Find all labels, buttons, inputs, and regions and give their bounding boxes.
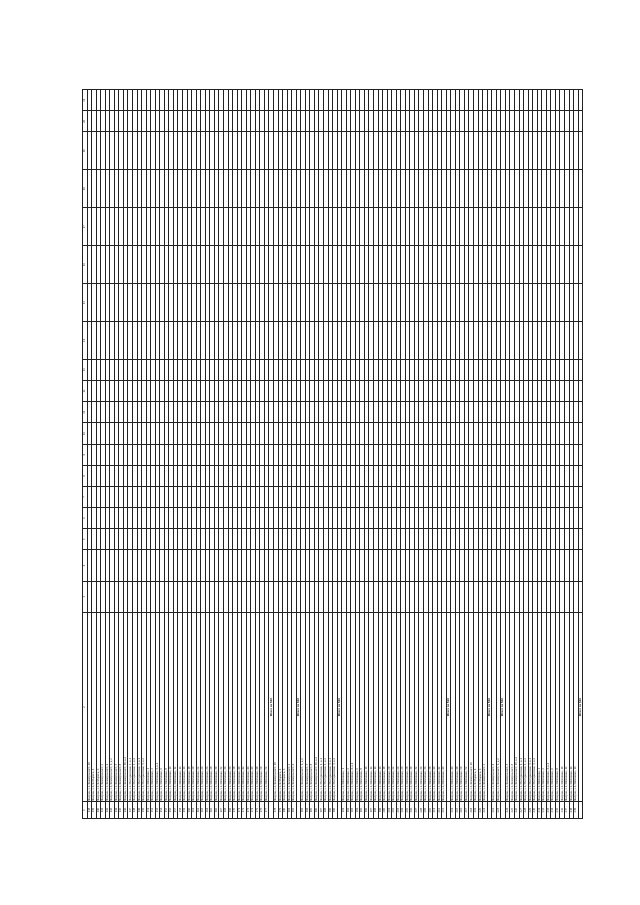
table-cell: 176 bbox=[260, 802, 265, 819]
table-cell bbox=[578, 486, 583, 507]
column-number: 20 bbox=[83, 111, 88, 132]
table-cell: Якорна, з.1, Шевченко, 42 bbox=[242, 612, 247, 801]
table-cell: 201 bbox=[387, 802, 392, 819]
column-number: 19 bbox=[83, 132, 88, 170]
table-cell bbox=[578, 111, 583, 132]
table-cell bbox=[578, 465, 583, 486]
table-cell: Якорна, з.1, Шевченко, 28 bbox=[405, 612, 410, 801]
table-cell: 234 bbox=[551, 802, 556, 819]
table-cell bbox=[578, 359, 583, 380]
column-number: 1 bbox=[83, 802, 88, 819]
table-cell: 147 bbox=[128, 802, 133, 819]
table-cell: 166 bbox=[214, 802, 219, 819]
column-number: 5 bbox=[83, 529, 88, 550]
table-cell: 213 bbox=[442, 802, 447, 819]
table-cell: 183 bbox=[301, 802, 306, 819]
table-cell: Якорна, з.1, Шевченко, 16 bbox=[574, 612, 579, 801]
table-cell: Якорна, з.1, Мичуринская, 1, к.1 bbox=[319, 612, 324, 801]
table-cell: 216 bbox=[460, 802, 465, 819]
table-cell: Якорна, з.1, К.Маркса, 6 bbox=[96, 612, 101, 801]
table-cell: 188 bbox=[323, 802, 328, 819]
table-cell: 218 bbox=[469, 802, 474, 819]
table-cell: Якорна, з.1, Мичуринская, 1, к.1 bbox=[128, 612, 133, 801]
table-cell bbox=[578, 208, 583, 246]
table-cell: Якорна, з.1, Шевченко, 40 bbox=[237, 612, 242, 801]
table-cell: 155 bbox=[164, 802, 169, 819]
table-cell: 204 bbox=[401, 802, 406, 819]
table-cell: Якорна, з.1, Шевченко, 14 bbox=[374, 612, 379, 801]
table-cell: 235 bbox=[555, 802, 560, 819]
table-cell: 229 bbox=[528, 802, 533, 819]
table-cell bbox=[578, 246, 583, 284]
table-cell: 191 bbox=[342, 802, 347, 819]
table-cell: Якорна, з.1, Шевченко, 34 bbox=[223, 612, 228, 801]
table-cell: Якорна, з.1, Шевченко, 46 bbox=[451, 612, 456, 801]
table-cell: Якорна, з.1, Шевченко, 32 bbox=[414, 612, 419, 801]
table-cell: Якорна, з.1, Коммуналист, 19 bbox=[469, 612, 474, 801]
table-cell: Якорна, з.1, Коммуналист, 8 bbox=[119, 612, 124, 801]
register-table bbox=[82, 89, 583, 819]
table-cell: Якорна, з.1, Коммуналист, 3 bbox=[505, 612, 510, 801]
table-cell: Якорна, з.1, Шевченко, 8 bbox=[164, 612, 169, 801]
table-cell: Якорна, з.1, Мичуринская, 1, к.1 bbox=[519, 612, 524, 801]
table-cell: 200 bbox=[383, 802, 388, 819]
table-cell: 184 bbox=[305, 802, 310, 819]
table-cell: 138 bbox=[87, 802, 92, 819]
table-cell: 193 bbox=[351, 802, 356, 819]
table-cell: 159 bbox=[183, 802, 188, 819]
table-cell: Якорна, з.1, Шевченко, 30 bbox=[214, 612, 219, 801]
table-cell: Итого по МО bbox=[446, 612, 451, 801]
table-cell: 150 bbox=[142, 802, 147, 819]
table-cell: 142 bbox=[105, 802, 110, 819]
table-cell: Якорна, з.1, Коммуналист, 19 bbox=[87, 612, 92, 801]
table-cell: 208 bbox=[419, 802, 424, 819]
table-cell: Якорна, з.1, Шевченко, 46 bbox=[251, 612, 256, 801]
column-number: 16 bbox=[83, 246, 88, 284]
table-cell: Якорна, з.1, Шевченко, 2 bbox=[151, 612, 156, 801]
table-cell: Якорна, з.1, Шевченко, 44 bbox=[246, 612, 251, 801]
column-number: 18 bbox=[83, 170, 88, 208]
table-cell: 170 bbox=[233, 802, 238, 819]
table-cell: 197 bbox=[369, 802, 374, 819]
table-cell: 168 bbox=[223, 802, 228, 819]
table-cell: Якорна, з.1, Шевченко, 14 bbox=[569, 612, 574, 801]
table-cell: 181 bbox=[287, 802, 292, 819]
table-cell: 226 bbox=[514, 802, 519, 819]
table-cell: 185 bbox=[310, 802, 315, 819]
table-cell: 144 bbox=[114, 802, 119, 819]
table-body bbox=[87, 90, 583, 819]
table-cell bbox=[578, 321, 583, 359]
column-number: 10 bbox=[83, 423, 88, 444]
table-cell: 206 bbox=[410, 802, 415, 819]
column-number: 6 bbox=[83, 508, 88, 529]
table-cell: 195 bbox=[360, 802, 365, 819]
table-cell: 172 bbox=[242, 802, 247, 819]
table-cell: 153 bbox=[155, 802, 160, 819]
table-cell: Якорна, з.1, Шевченко, 18 bbox=[383, 612, 388, 801]
table-cell: Якорна, з.1, Шевченко, 38 bbox=[428, 612, 433, 801]
table-cell: 175 bbox=[255, 802, 260, 819]
table-cell bbox=[578, 508, 583, 529]
table-cell: 154 bbox=[160, 802, 165, 819]
table-cell: Якорна, з.1, Шевченко, 1 bbox=[537, 612, 542, 801]
table-cell bbox=[578, 802, 583, 819]
table-cell: Якорна, з.1, Шевченко, 6 bbox=[355, 612, 360, 801]
table-cell: 223 bbox=[496, 802, 501, 819]
table-cell: Якорна, з.1, Шевченко, 4, к.1 bbox=[546, 612, 551, 801]
table-cell: 145 bbox=[119, 802, 124, 819]
table-cell: Якорна, з.1, Шевченко, 1 bbox=[146, 612, 151, 801]
table-cell: Якорна, з.1, Шевченко, 44 bbox=[442, 612, 447, 801]
table-cell: Якорна, з.1, Шевченко, 50 bbox=[260, 612, 265, 801]
column-number: 17 bbox=[83, 208, 88, 246]
table-cell: 163 bbox=[201, 802, 206, 819]
table-cell: Якорна, з.1, Шевченко, 2 bbox=[542, 612, 547, 801]
table-cell: 149 bbox=[137, 802, 142, 819]
table-cell bbox=[578, 402, 583, 423]
subtotal-row bbox=[578, 90, 583, 819]
table-cell: Якорна, з.1, Шевченко, 12 bbox=[173, 612, 178, 801]
rotated-table-wrapper bbox=[82, 89, 582, 819]
table-cell: Якорна, з.1, Шевченко, 24 bbox=[201, 612, 206, 801]
table-cell: 179 bbox=[278, 802, 283, 819]
table-cell: Якорна, з.1, Шевченко, 16 bbox=[378, 612, 383, 801]
table-cell: 186 bbox=[314, 802, 319, 819]
column-number: 4 bbox=[83, 550, 88, 581]
table-cell: 205 bbox=[405, 802, 410, 819]
table-cell: 162 bbox=[196, 802, 201, 819]
table-cell: Якорна, з.1, Шевченко, 8 bbox=[555, 612, 560, 801]
table-cell: Якорна, з.1, Коммуналист, 8 bbox=[310, 612, 315, 801]
column-number: 12 bbox=[83, 381, 88, 402]
table-cell: Якорна, з.1, Шевченко, 52 bbox=[264, 612, 269, 801]
table-cell: 180 bbox=[283, 802, 288, 819]
table-cell: Якорна, з.1, Мичуринская, 1, к.2 bbox=[133, 612, 138, 801]
table-cell: 221 bbox=[483, 802, 488, 819]
table-cell: Якорна, з.1, Шевченко, 20 bbox=[192, 612, 197, 801]
table-cell: 225 bbox=[510, 802, 515, 819]
table-cell: Якорна, з.1, Коммуналист, 4 bbox=[292, 612, 297, 801]
table-cell: Якорна, з.1, Коммуналист, 10, к.2 bbox=[123, 612, 128, 801]
table-cell bbox=[578, 90, 583, 111]
table-cell: 143 bbox=[110, 802, 115, 819]
table-cell: Якорна, з.1, Шевченко, 34 bbox=[419, 612, 424, 801]
table-cell: Якорна, з.1, Мичуринская, 3, к.2 bbox=[333, 612, 338, 801]
table-cell: Якорна, з.1, Шевченко, 40 bbox=[433, 612, 438, 801]
table-cell: 231 bbox=[537, 802, 542, 819]
table-cell: Якорна, з.1, Коммуналист, 8 bbox=[510, 612, 515, 801]
table-cell: Якорна, з.1, Шевченко, 26 bbox=[401, 612, 406, 801]
table-cell: 160 bbox=[187, 802, 192, 819]
table-cell: Якорна, з.1, Шевченко, 48 bbox=[255, 612, 260, 801]
table-cell bbox=[578, 132, 583, 170]
table-cell: Якорна, з.1, К.Маркса, 4 bbox=[474, 612, 479, 801]
table-cell: Якорна, з.1, Коммуналист, 2 bbox=[287, 612, 292, 801]
table-cell: Якорна, з.1, Шевченко, 26 bbox=[205, 612, 210, 801]
table-cell: 194 bbox=[355, 802, 360, 819]
table-cell: 189 bbox=[328, 802, 333, 819]
table-cell: Якорна, з.1, Шевченко, 6 bbox=[160, 612, 165, 801]
table-cell: Якорна, з.1, Мичуринская, 1, к.2 bbox=[323, 612, 328, 801]
table-cell: Якорна, з.1, Шевченко, 4, к.1 bbox=[155, 612, 160, 801]
table-cell: Якорна, з.1, Коммуналист, 2 bbox=[101, 612, 106, 801]
table-cell: 238 bbox=[569, 802, 574, 819]
table-cell: Якорна, з.1, К.Маркса, 6 bbox=[283, 612, 288, 801]
table-cell: 203 bbox=[396, 802, 401, 819]
column-number: 9 bbox=[83, 444, 88, 465]
table-cell: Якорна, з.1, Шевченко, 10 bbox=[169, 612, 174, 801]
table-cell: Якорна, з.1, Шевченко, 50 bbox=[460, 612, 465, 801]
table-cell: Якорна, з.1, Коммуналист, 1, д.2 bbox=[496, 612, 501, 801]
table-cell: 164 bbox=[205, 802, 210, 819]
table-cell: 202 bbox=[392, 802, 397, 819]
table-cell: 210 bbox=[428, 802, 433, 819]
table-cell: 182 bbox=[292, 802, 297, 819]
table-cell: Якорна, з.1, Шевченко, 12 bbox=[369, 612, 374, 801]
table-cell: 177 bbox=[264, 802, 269, 819]
table-cell: 227 bbox=[519, 802, 524, 819]
table-cell: 233 bbox=[546, 802, 551, 819]
table-cell: Якорна, з.1, Шевченко, 22 bbox=[196, 612, 201, 801]
table-cell: Якорна, з.1, Шевченко, 8 bbox=[360, 612, 365, 801]
column-number: 21 bbox=[83, 90, 88, 111]
table-cell: 158 bbox=[178, 802, 183, 819]
table-cell: Якорна, з.1, Шевченко, 4, к.1 bbox=[351, 612, 356, 801]
table-cell: 151 bbox=[146, 802, 151, 819]
column-number: 2 bbox=[83, 612, 88, 801]
table-cell: 165 bbox=[210, 802, 215, 819]
table-cell: 222 bbox=[492, 802, 497, 819]
table-cell: Якорна, з.1, Мичуринская, 3, к.1 bbox=[528, 612, 533, 801]
column-number: 15 bbox=[83, 284, 88, 322]
table-cell bbox=[578, 381, 583, 402]
table-cell: 207 bbox=[414, 802, 419, 819]
table-cell: Якорна, з.1, Коммуналист, 2 bbox=[483, 612, 488, 801]
column-number: 3 bbox=[83, 581, 88, 612]
table-cell bbox=[578, 170, 583, 208]
table-cell: Якорна, з.1, Шевченко, 36 bbox=[228, 612, 233, 801]
table-cell: 228 bbox=[524, 802, 529, 819]
table-cell: Якорна, з.1, Шевченко, 20 bbox=[387, 612, 392, 801]
table-cell: Якорна, з.1, Шевченко, 12 bbox=[564, 612, 569, 801]
table-cell: 224 bbox=[505, 802, 510, 819]
table-cell: 192 bbox=[346, 802, 351, 819]
table-cell bbox=[578, 444, 583, 465]
table-cell: Якорна, з.1, Коммуналист, 1, д.2 bbox=[301, 612, 306, 801]
table-cell: Якорна, з.1, Коммуналист, 19 bbox=[273, 612, 278, 801]
table-cell: Якорна, з.1, Шевченко, 6 bbox=[551, 612, 556, 801]
table-cell: Якорна, з.1, Шевченко, 48 bbox=[455, 612, 460, 801]
table-cell: Якорна, з.1, Шевченко, 38 bbox=[233, 612, 238, 801]
table-cell: Итого по МО bbox=[337, 612, 342, 801]
table-cell: Якорна, з.1, Мичуринская, 1, к.2 bbox=[524, 612, 529, 801]
table-cell: Якорна, з.1, Шевченко, 24 bbox=[396, 612, 401, 801]
column-number: 13 bbox=[83, 359, 88, 380]
table-cell: Итого по МО bbox=[501, 612, 506, 801]
table-cell: 215 bbox=[455, 802, 460, 819]
table-cell: Якорна, з.1, Коммуналист, 3 bbox=[114, 612, 119, 801]
column-number: 14 bbox=[83, 321, 88, 359]
table-cell: 236 bbox=[560, 802, 565, 819]
table-cell bbox=[578, 550, 583, 581]
table-cell bbox=[578, 529, 583, 550]
table-cell: 161 bbox=[192, 802, 197, 819]
table-cell: Якорна, з.1, Шевченко, 52 bbox=[464, 612, 469, 801]
table-cell: 198 bbox=[374, 802, 379, 819]
table-cell: 146 bbox=[123, 802, 128, 819]
table-cell: 173 bbox=[246, 802, 251, 819]
table-cell: 214 bbox=[451, 802, 456, 819]
table-cell: 219 bbox=[474, 802, 479, 819]
table-cell: Якорна, з.1, Мичуринская, 3, к.1 bbox=[328, 612, 333, 801]
table-cell: Якорна, з.1, Коммуналист, 4 bbox=[492, 612, 497, 801]
table-cell: 232 bbox=[542, 802, 547, 819]
table-cell: 169 bbox=[228, 802, 233, 819]
table-cell: 217 bbox=[464, 802, 469, 819]
table-cell: Якорна, з.1, Шевченко, 22 bbox=[392, 612, 397, 801]
table-cell: Якорна, з.1, К.Маркса, 4 bbox=[278, 612, 283, 801]
table-cell: Итого по МО bbox=[487, 612, 492, 801]
table-cell: Итого по МО bbox=[269, 612, 274, 801]
table-cell: Якорна, з.1, Шевченко, 32 bbox=[219, 612, 224, 801]
table-cell bbox=[578, 284, 583, 322]
table-cell: 157 bbox=[173, 802, 178, 819]
table-cell: Якорна, з.1, Шевченко, 14 bbox=[178, 612, 183, 801]
table-cell: Якорна, з.1, Шевченко, 10 bbox=[560, 612, 565, 801]
table-cell: Якорна, з.1, К.Маркса, 4 bbox=[92, 612, 97, 801]
table-cell: Якорна, з.1, Мичуринская, 3, к.2 bbox=[533, 612, 538, 801]
table-cell: Якорна, з.1, Шевченко, 16 bbox=[183, 612, 188, 801]
table-cell: 178 bbox=[273, 802, 278, 819]
table-cell: 187 bbox=[319, 802, 324, 819]
table-cell: Якорна, з.1, Коммуналист, 10, к.2 bbox=[514, 612, 519, 801]
table-cell: Якорна, з.1, Шевченко, 42 bbox=[437, 612, 442, 801]
table-cell: Якорна, з.1, Шевченко, 30 bbox=[410, 612, 415, 801]
table-cell: Якорна, з.1, Коммуналист, 4 bbox=[105, 612, 110, 801]
table-cell: Якорна, з.1, Коммуналист, 10, к.2 bbox=[314, 612, 319, 801]
table-cell: 167 bbox=[219, 802, 224, 819]
table-cell: 171 bbox=[237, 802, 242, 819]
table-cell: Якорна, з.1, Шевченко, 36 bbox=[424, 612, 429, 801]
table-cell: 139 bbox=[92, 802, 97, 819]
column-number: 7 bbox=[83, 486, 88, 507]
table-cell: 152 bbox=[151, 802, 156, 819]
table-cell: Якорна, з.1, Шевченко, 18 bbox=[187, 612, 192, 801]
table-cell: 230 bbox=[533, 802, 538, 819]
table-cell: Итого по МО bbox=[296, 612, 301, 801]
table-cell: Якорна, з.1, Шевченко, 28 bbox=[210, 612, 215, 801]
table-cell: Якорна, з.1, Шевченко, 1 bbox=[342, 612, 347, 801]
table-cell: 140 bbox=[96, 802, 101, 819]
table-cell: Якорна, з.1, Коммуналист, 1, д.2 bbox=[110, 612, 115, 801]
table-cell: 239 bbox=[574, 802, 579, 819]
table-cell: Якорна, з.1, Коммуналист, 3 bbox=[305, 612, 310, 801]
table-cell: 209 bbox=[424, 802, 429, 819]
table-cell: Якорна, з.1, Мичуринская, 3, к.1 bbox=[137, 612, 142, 801]
table-cell: 190 bbox=[333, 802, 338, 819]
table-cell bbox=[578, 423, 583, 444]
table-cell: Якорна, з.1, Шевченко, 2 bbox=[346, 612, 351, 801]
table-cell: 141 bbox=[101, 802, 106, 819]
table-cell: Якорна, з.1, Шевченко, 10 bbox=[364, 612, 369, 801]
table-cell: Итого по МО bbox=[578, 612, 583, 801]
column-number: 11 bbox=[83, 402, 88, 423]
table-cell: 211 bbox=[433, 802, 438, 819]
table-cell: Якорна, з.1, К.Маркса, 6 bbox=[478, 612, 483, 801]
table-cell: Якорна, з.1, Мичуринская, 3, к.2 bbox=[142, 612, 147, 801]
table-cell: 237 bbox=[564, 802, 569, 819]
table-cell: 174 bbox=[251, 802, 256, 819]
table-cell bbox=[578, 581, 583, 612]
table-cell: 220 bbox=[478, 802, 483, 819]
table-cell: 148 bbox=[133, 802, 138, 819]
table-cell: 199 bbox=[378, 802, 383, 819]
column-number: 8 bbox=[83, 465, 88, 486]
table-cell: 156 bbox=[169, 802, 174, 819]
table-cell: 196 bbox=[364, 802, 369, 819]
table-cell: 212 bbox=[437, 802, 442, 819]
